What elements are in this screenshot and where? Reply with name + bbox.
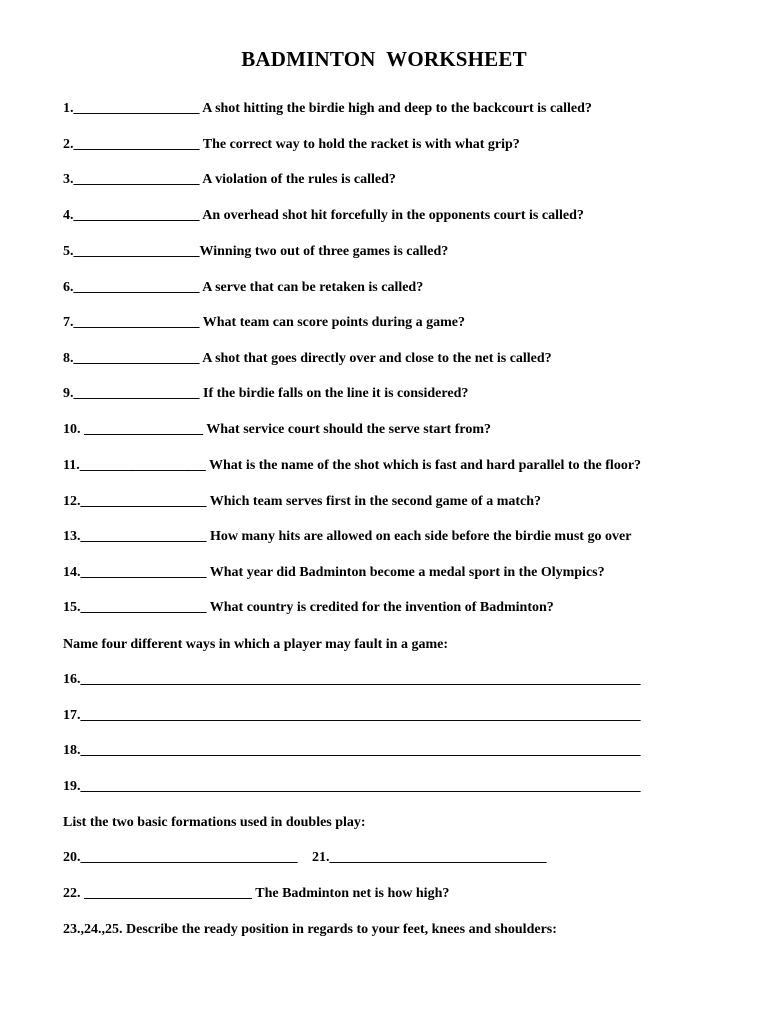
answer-blank: __________________: [73, 315, 200, 330]
question-5: [63, 243, 448, 261]
question-number: 4.: [63, 208, 74, 223]
question-number: 3.: [63, 172, 74, 187]
question-number: 7.: [63, 315, 74, 330]
question-8: [63, 350, 552, 368]
question-11: [63, 457, 641, 475]
question-text: Winning two out of three games is called?: [199, 244, 449, 259]
question-number: 11.: [63, 458, 80, 473]
answer-blank: __________________: [79, 458, 206, 473]
answer-blank: __________________: [73, 172, 200, 187]
fault-answer-16: [63, 671, 641, 689]
question-text: A violation of the rules is called?: [199, 172, 396, 187]
question-6: [63, 279, 423, 297]
fault-answer-18: [63, 742, 641, 760]
question-number: 18.: [63, 743, 81, 758]
question-text: Which team serves first in the second game of a match?: [206, 494, 542, 509]
question-number: 10.: [63, 422, 84, 437]
answer-blank: _______________________________: [80, 850, 298, 865]
question-number: 14.: [63, 565, 81, 580]
question-23-25: 23.,24.,25. Describe the ready position in regards to your feet, knees and shoulders:: [63, 922, 557, 937]
question-text: A serve that can be retaken is called?: [199, 280, 424, 295]
answer-blank: __________________: [80, 600, 207, 615]
question-number: 19.: [63, 779, 81, 794]
question-number: 1.: [63, 101, 74, 116]
question-number: 12.: [63, 494, 81, 509]
question-number: 6.: [63, 280, 74, 295]
answer-blank: ________________________________________________________________________________: [80, 672, 641, 687]
question-text: An overhead shot hit forcefully in the opponents court is called?: [199, 208, 584, 223]
formations-prompt: List the two basic formations used in doubles play:: [63, 815, 366, 830]
question-14: [63, 564, 605, 582]
fault-answer-19: [63, 778, 641, 796]
question-4: [63, 207, 584, 225]
answer-blank: __________________: [73, 386, 200, 401]
answer-blank: __________________: [73, 208, 200, 223]
fault-prompt: Name four different ways in which a player may fault in a game:: [63, 637, 448, 652]
question-number: 15.: [63, 600, 81, 615]
question-10: [63, 421, 491, 439]
formation-answer-20: [63, 849, 298, 867]
answer-blank: ________________________________________________________________________________: [80, 708, 641, 723]
answer-blank: __________________: [73, 280, 200, 295]
question-text: What country is credited for the invention of Badminton?: [206, 600, 554, 615]
answer-blank: ________________________________________________________________________________: [80, 743, 641, 758]
question-text: What service court should the serve start from?: [203, 422, 491, 437]
question-22: [63, 885, 449, 903]
answer-blank: _______________________________: [329, 850, 547, 865]
question-7: [63, 314, 465, 332]
question-13: [63, 528, 631, 546]
question-text: What year did Badminton become a medal sport in the Olympics?: [206, 565, 605, 580]
question-number: 16.: [63, 672, 81, 687]
answer-blank: _________________: [84, 422, 203, 437]
question-number: 17.: [63, 708, 81, 723]
question-number: 5.: [63, 244, 74, 259]
answer-blank: ________________________: [84, 886, 252, 901]
question-2: [63, 136, 520, 154]
question-15: [63, 599, 554, 617]
question-text: A shot that goes directly over and close to the net is called?: [199, 351, 552, 366]
question-text: The Badminton net is how high?: [252, 886, 450, 901]
answer-blank: __________________: [80, 565, 207, 580]
question-9: [63, 385, 468, 403]
question-text: How many hits are allowed on each side before the birdie must go over: [206, 529, 632, 544]
answer-blank: __________________: [73, 244, 200, 259]
formation-answer-21: [312, 849, 547, 867]
question-text: What team can score points during a game?: [199, 315, 465, 330]
answer-blank: __________________: [80, 529, 207, 544]
question-text: A shot hitting the birdie high and deep to the backcourt is called?: [199, 101, 592, 116]
question-3: [63, 171, 396, 189]
question-text: The correct way to hold the racket is with what grip?: [199, 137, 520, 152]
fault-answer-17: [63, 707, 641, 725]
question-number: 20.: [63, 850, 81, 865]
answer-blank: __________________: [80, 494, 207, 509]
question-number: 13.: [63, 529, 81, 544]
answer-blank: __________________: [73, 101, 200, 116]
question-number: 21.: [312, 850, 330, 865]
question-12: [63, 493, 541, 511]
question-number: 9.: [63, 386, 74, 401]
answer-blank: __________________: [73, 137, 200, 152]
question-number: 22.: [63, 886, 84, 901]
question-number: 8.: [63, 351, 74, 366]
question-number: 2.: [63, 137, 74, 152]
question-text: If the birdie falls on the line it is considered?: [199, 386, 469, 401]
question-text: What is the name of the shot which is fast and hard parallel to the floor?: [205, 458, 642, 473]
question-1: [63, 100, 592, 118]
answer-blank: __________________: [73, 351, 200, 366]
answer-blank: ________________________________________________________________________________: [80, 779, 641, 794]
page-title: BADMINTON WORKSHEET: [241, 47, 527, 71]
